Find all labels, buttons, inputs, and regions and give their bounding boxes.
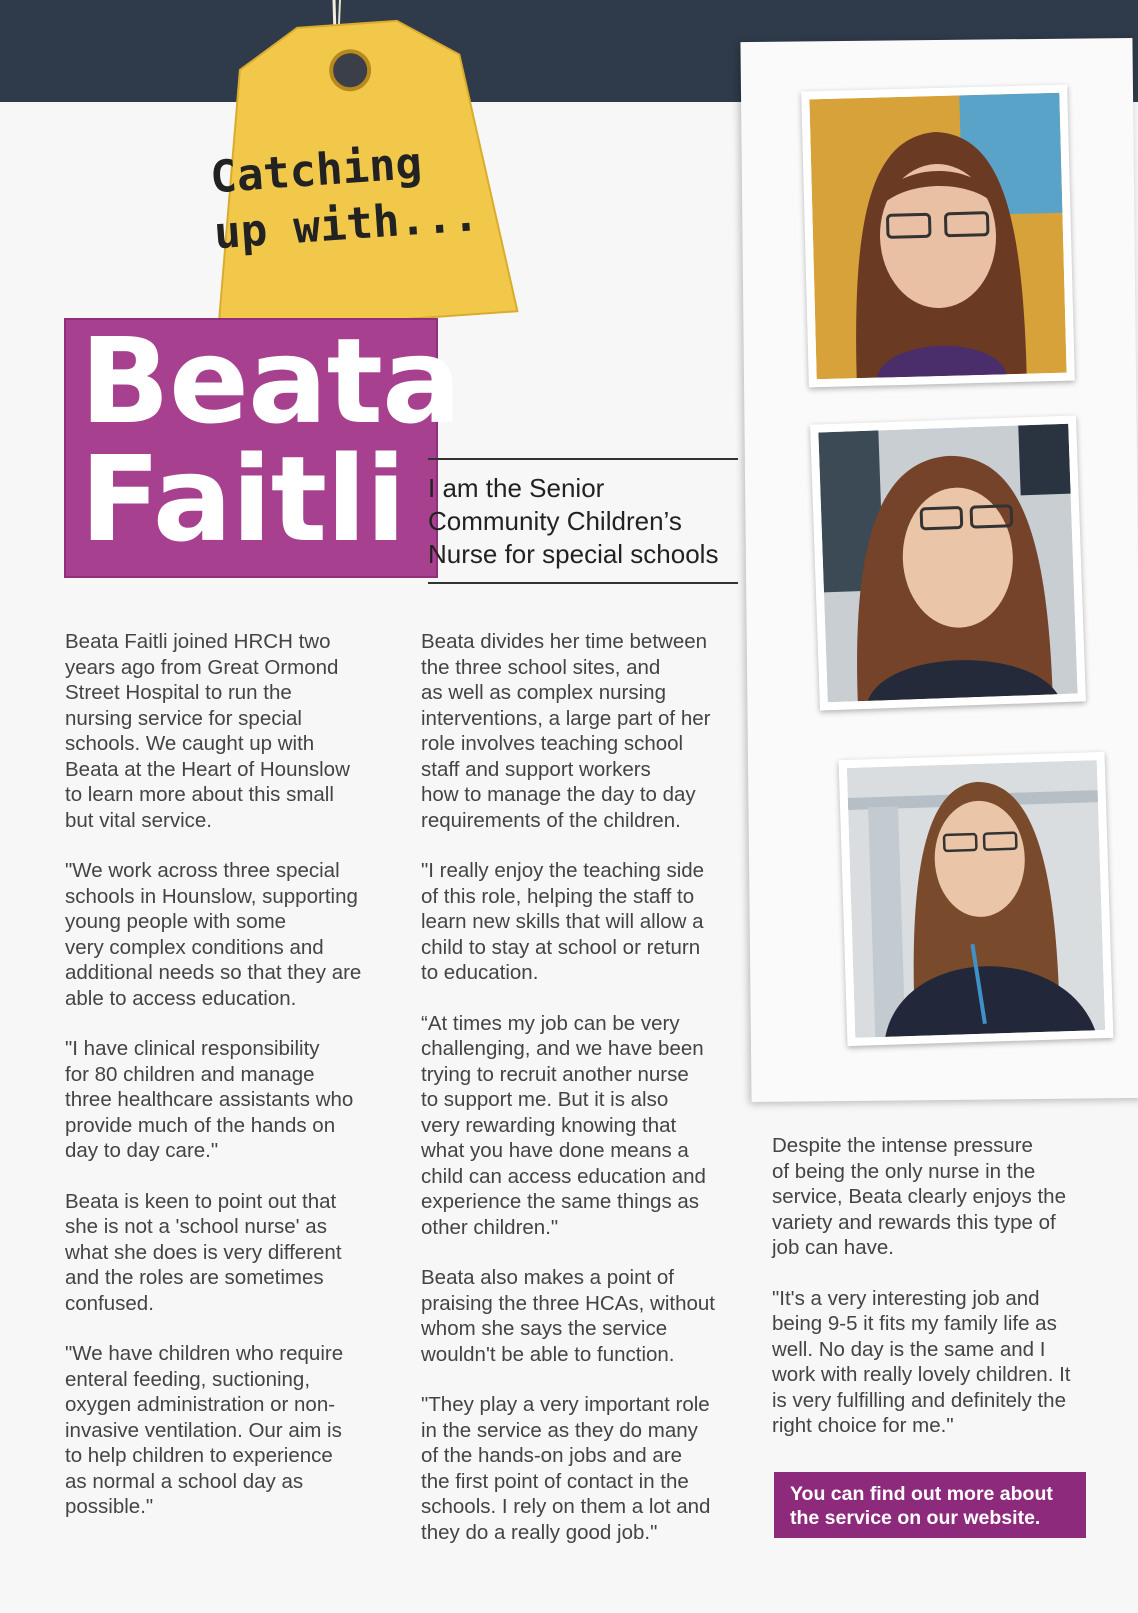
article-column-2 xyxy=(421,629,741,1570)
paragraph: Despite the intense pressure of being the only nurse in the service, Beata clearly enjoys the variety and rewards this type of job can have. xyxy=(772,1134,1066,1259)
paragraph: "We have children who require enteral feeding, suctioning, oxygen administration or non- invasive ventilation. Our aim is to help children to experience as normal a school day as possible." xyxy=(65,1342,344,1518)
paragraph: Beata divides her time between the three school sites, and as well as complex nursing interventions, a large part of her role involves teaching school staff and support workers how to manage the day to day requirements of the children. xyxy=(421,630,711,832)
role-divider-top xyxy=(428,458,738,460)
paragraph: "They play a very important role in the service as they do many of the hands-on jobs and are the first point of contact in the schools. I rely on them a lot and they do a really good job." xyxy=(421,1393,711,1544)
person-name: Beata Faitli xyxy=(80,312,461,568)
paragraph: Beata Faitli joined HRCH two years ago from Great Ormond Street Hospital to run the nursing service for special schools. We caught up with Beata at the Heart of Hounslow to learn more about this small but vital service. xyxy=(65,630,350,832)
paragraph: Beata is keen to point out that she is not a 'school nurse' as what she does is very different and the roles are sometimes confused. xyxy=(65,1189,342,1315)
paragraph: Beata also makes a point of praising the three HCAs, without whom she says the service wouldn't be able to function. xyxy=(421,1266,715,1366)
role-subtitle: I am the Senior Community Children’s Nurse for special schools xyxy=(428,473,719,569)
portrait-photo-2 xyxy=(810,415,1086,710)
paragraph: “At times my job can be very challenging, and we have been trying to recruit another nurse to support me. But it is also very rewarding knowing that what you have done means a child can access education and experience the same things as other children." xyxy=(421,1011,706,1239)
article-column-3 xyxy=(772,1133,1092,1464)
portrait-photo-1 xyxy=(801,85,1075,388)
paragraph: "I have clinical responsibility for 80 children and manage three healthcare assistants who provide much of the hands on day to day care." xyxy=(65,1037,354,1162)
paragraph: "We work across three special schools in Hounslow, supporting young people with some very complex conditions and additional needs so that they are able to access education. xyxy=(65,859,362,1010)
portrait-photo-3 xyxy=(839,752,1114,1046)
paragraph: "It's a very interesting job and being 9-5 it fits my family life as well. No day is the same and I work with really lovely children. It is very fulfilling and definitely the right choice for me." xyxy=(772,1286,1071,1437)
paragraph: "I really enjoy the teaching side of this role, helping the staff to learn new skills that will allow a child to stay at school or return to education. xyxy=(421,859,705,984)
article-column-1 xyxy=(65,629,395,1545)
website-callout: You can find out more about the service on our website. xyxy=(774,1472,1086,1538)
role-divider-bottom xyxy=(428,582,738,584)
tag-title: Catching up with... xyxy=(208,137,481,260)
